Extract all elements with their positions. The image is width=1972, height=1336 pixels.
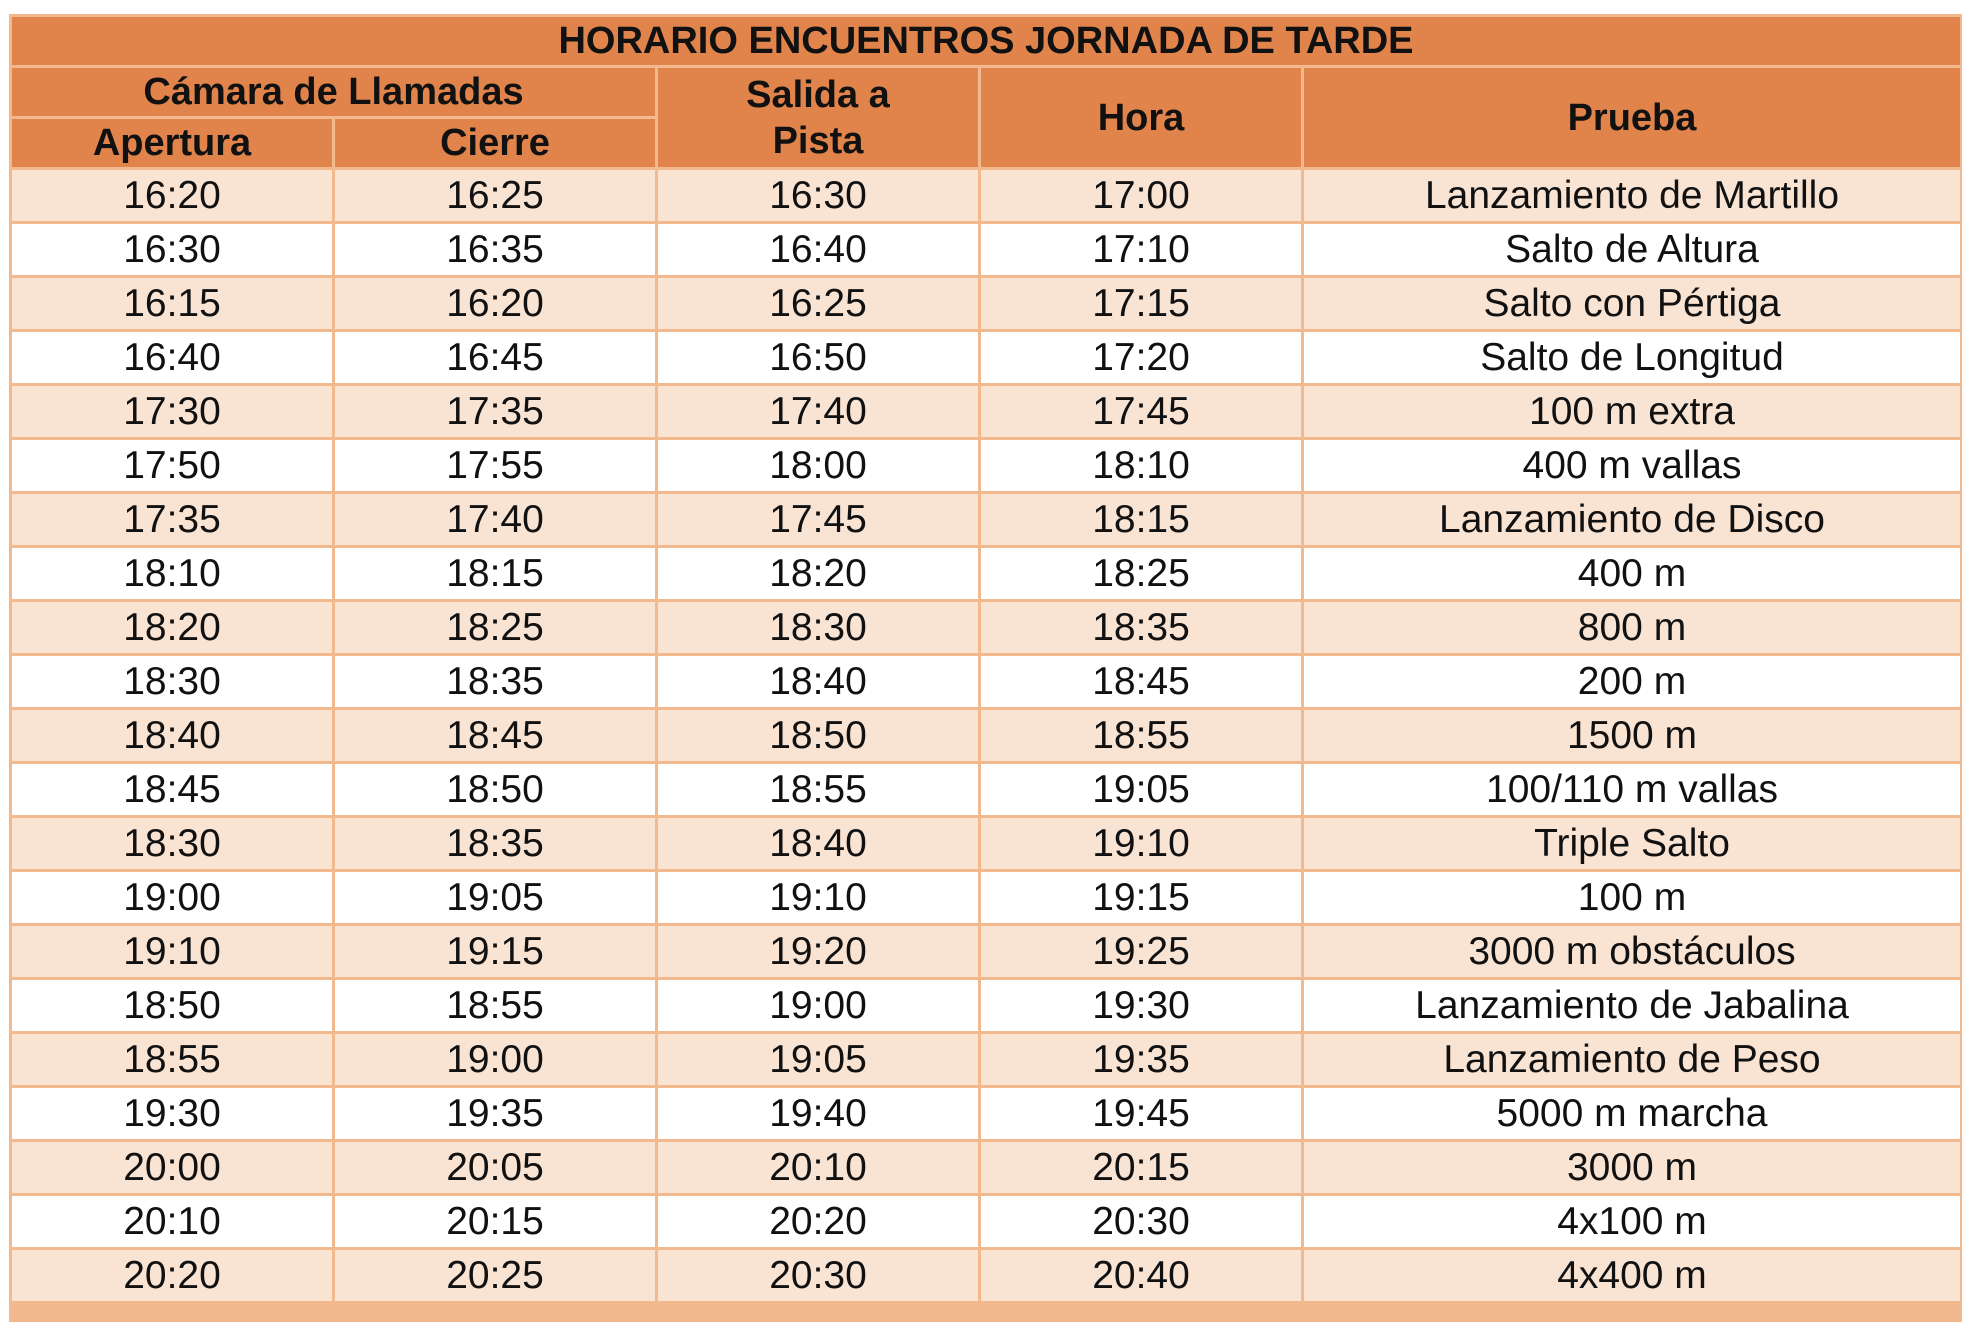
cell-hora: 19:25 (981, 926, 1301, 977)
table-row (12, 872, 1960, 923)
cell-hora: 18:25 (981, 548, 1301, 599)
cell-hora: 19:05 (981, 764, 1301, 815)
schedule-sheet (9, 14, 1962, 1322)
schedule-body (12, 170, 1960, 1301)
cell-prueba: 5000 m marcha (1304, 1088, 1960, 1139)
cell-prueba: 4x400 m (1304, 1250, 1960, 1301)
cell-apertura: 18:40 (12, 710, 332, 761)
cell-salida-a-pista: 18:40 (658, 818, 978, 869)
cell-apertura: 18:10 (12, 548, 332, 599)
cell-cierre: 20:15 (335, 1196, 655, 1247)
table-row (12, 1250, 1960, 1301)
table-row (12, 494, 1960, 545)
cell-prueba: 3000 m (1304, 1142, 1960, 1193)
cell-hora: 20:15 (981, 1142, 1301, 1193)
cell-apertura: 20:00 (12, 1142, 332, 1193)
table-row (12, 386, 1960, 437)
table-row (12, 818, 1960, 869)
table-row (12, 170, 1960, 221)
cell-prueba: 100/110 m vallas (1304, 764, 1960, 815)
cell-hora: 20:40 (981, 1250, 1301, 1301)
cell-cierre: 18:35 (335, 656, 655, 707)
cell-hora: 20:30 (981, 1196, 1301, 1247)
cell-salida-a-pista: 20:30 (658, 1250, 978, 1301)
header-salida-line2: Pista (772, 119, 864, 162)
cell-prueba: 1500 m (1304, 710, 1960, 761)
cell-cierre: 18:55 (335, 980, 655, 1031)
cell-hora: 19:45 (981, 1088, 1301, 1139)
cell-apertura: 17:35 (12, 494, 332, 545)
table-row (12, 926, 1960, 977)
cell-salida-a-pista: 16:40 (658, 224, 978, 275)
cell-hora: 17:10 (981, 224, 1301, 275)
cell-salida-a-pista: 18:20 (658, 548, 978, 599)
cell-salida-a-pista: 16:30 (658, 170, 978, 221)
cell-apertura: 18:55 (12, 1034, 332, 1085)
table-row (12, 278, 1960, 329)
cell-cierre: 19:00 (335, 1034, 655, 1085)
cell-apertura: 18:20 (12, 602, 332, 653)
cell-prueba: 400 m (1304, 548, 1960, 599)
table-row (12, 440, 1960, 491)
cell-apertura: 16:20 (12, 170, 332, 221)
cell-prueba: 3000 m obstáculos (1304, 926, 1960, 977)
cell-apertura: 20:10 (12, 1196, 332, 1247)
cell-apertura: 17:50 (12, 440, 332, 491)
cell-prueba: Salto de Altura (1304, 224, 1960, 275)
title-row (12, 17, 1960, 65)
header-camara-de-llamadas: Cámara de Llamadas (12, 68, 655, 116)
cell-hora: 18:55 (981, 710, 1301, 761)
cell-prueba: 200 m (1304, 656, 1960, 707)
cell-salida-a-pista: 18:00 (658, 440, 978, 491)
cell-apertura: 18:30 (12, 656, 332, 707)
header-cierre: Cierre (335, 119, 655, 167)
table-row (12, 332, 1960, 383)
header-salida-a-pista (658, 68, 978, 167)
cell-apertura: 16:30 (12, 224, 332, 275)
table-row (12, 1142, 1960, 1193)
cell-cierre: 18:50 (335, 764, 655, 815)
cell-cierre: 19:35 (335, 1088, 655, 1139)
cell-hora: 18:35 (981, 602, 1301, 653)
cell-hora: 17:15 (981, 278, 1301, 329)
cell-salida-a-pista: 20:10 (658, 1142, 978, 1193)
cell-salida-a-pista: 19:20 (658, 926, 978, 977)
cell-prueba: 4x100 m (1304, 1196, 1960, 1247)
table-row (12, 656, 1960, 707)
cell-cierre: 17:40 (335, 494, 655, 545)
table-row (12, 710, 1960, 761)
header-prueba: Prueba (1304, 68, 1960, 167)
cell-salida-a-pista: 20:20 (658, 1196, 978, 1247)
cell-cierre: 20:05 (335, 1142, 655, 1193)
cell-prueba: 100 m (1304, 872, 1960, 923)
cell-salida-a-pista: 17:40 (658, 386, 978, 437)
table-title: HORARIO ENCUENTROS JORNADA DE TARDE (12, 17, 1960, 65)
cell-hora: 19:35 (981, 1034, 1301, 1085)
cell-cierre: 19:15 (335, 926, 655, 977)
schedule-table (9, 14, 1963, 1304)
cell-prueba: 100 m extra (1304, 386, 1960, 437)
cell-cierre: 19:05 (335, 872, 655, 923)
table-row (12, 548, 1960, 599)
cell-hora: 18:45 (981, 656, 1301, 707)
cell-prueba: 800 m (1304, 602, 1960, 653)
cell-cierre: 17:35 (335, 386, 655, 437)
cell-apertura: 18:45 (12, 764, 332, 815)
cell-hora: 19:10 (981, 818, 1301, 869)
cell-cierre: 20:25 (335, 1250, 655, 1301)
header-row-top (12, 68, 1960, 116)
cell-apertura: 17:30 (12, 386, 332, 437)
cell-salida-a-pista: 19:10 (658, 872, 978, 923)
header-apertura: Apertura (12, 119, 332, 167)
cell-cierre: 18:15 (335, 548, 655, 599)
table-row (12, 1034, 1960, 1085)
header-hora: Hora (981, 68, 1301, 167)
cell-cierre: 16:35 (335, 224, 655, 275)
cell-prueba: Lanzamiento de Disco (1304, 494, 1960, 545)
cell-apertura: 20:20 (12, 1250, 332, 1301)
cell-hora: 19:30 (981, 980, 1301, 1031)
cell-hora: 17:20 (981, 332, 1301, 383)
cell-salida-a-pista: 19:00 (658, 980, 978, 1031)
table-row (12, 602, 1960, 653)
cell-salida-a-pista: 17:45 (658, 494, 978, 545)
cell-apertura: 19:10 (12, 926, 332, 977)
cell-apertura: 16:40 (12, 332, 332, 383)
cell-apertura: 16:15 (12, 278, 332, 329)
cell-salida-a-pista: 16:25 (658, 278, 978, 329)
cell-prueba: 400 m vallas (1304, 440, 1960, 491)
cell-prueba: Salto de Longitud (1304, 332, 1960, 383)
cell-prueba: Lanzamiento de Jabalina (1304, 980, 1960, 1031)
header-salida-line1: Salida a (746, 73, 890, 116)
cell-cierre: 16:25 (335, 170, 655, 221)
cell-apertura: 18:50 (12, 980, 332, 1031)
cell-apertura: 19:30 (12, 1088, 332, 1139)
cell-hora: 17:45 (981, 386, 1301, 437)
cell-salida-a-pista: 18:50 (658, 710, 978, 761)
cell-cierre: 18:25 (335, 602, 655, 653)
cell-prueba: Triple Salto (1304, 818, 1960, 869)
cell-salida-a-pista: 18:55 (658, 764, 978, 815)
cell-salida-a-pista: 19:05 (658, 1034, 978, 1085)
cell-salida-a-pista: 16:50 (658, 332, 978, 383)
cell-hora: 18:15 (981, 494, 1301, 545)
cell-salida-a-pista: 18:40 (658, 656, 978, 707)
cell-cierre: 16:20 (335, 278, 655, 329)
table-row (12, 1196, 1960, 1247)
cell-prueba: Lanzamiento de Peso (1304, 1034, 1960, 1085)
cell-prueba: Lanzamiento de Martillo (1304, 170, 1960, 221)
cell-cierre: 18:45 (335, 710, 655, 761)
table-row (12, 224, 1960, 275)
table-row (12, 764, 1960, 815)
cell-hora: 18:10 (981, 440, 1301, 491)
table-row (12, 980, 1960, 1031)
cell-cierre: 18:35 (335, 818, 655, 869)
cell-apertura: 18:30 (12, 818, 332, 869)
cell-apertura: 19:00 (12, 872, 332, 923)
cell-prueba: Salto con Pértiga (1304, 278, 1960, 329)
cell-cierre: 16:45 (335, 332, 655, 383)
cell-hora: 17:00 (981, 170, 1301, 221)
table-row (12, 1088, 1960, 1139)
cell-cierre: 17:55 (335, 440, 655, 491)
cell-salida-a-pista: 18:30 (658, 602, 978, 653)
cell-hora: 19:15 (981, 872, 1301, 923)
cell-salida-a-pista: 19:40 (658, 1088, 978, 1139)
